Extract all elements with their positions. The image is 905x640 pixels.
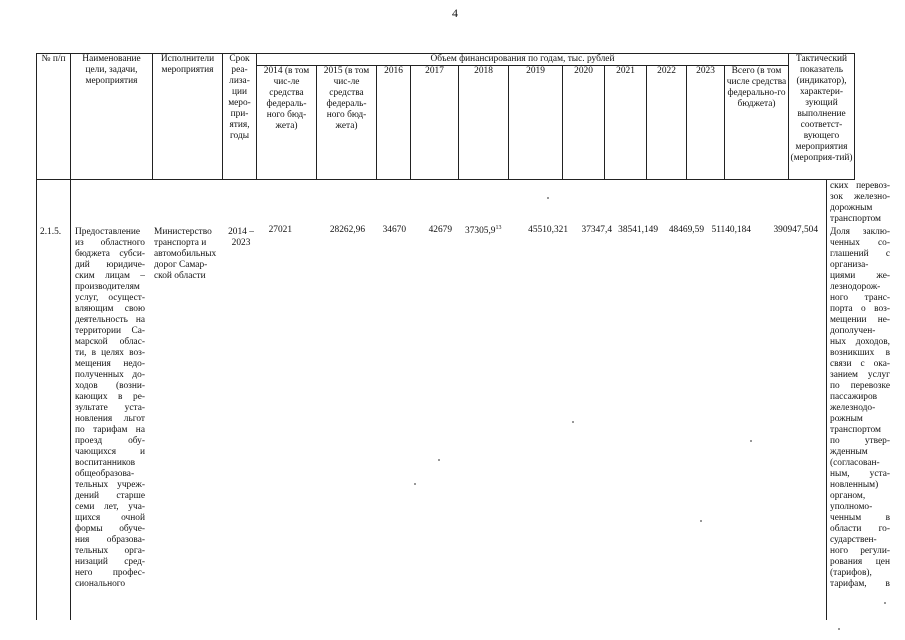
column-line <box>826 180 827 620</box>
text-line: ской области <box>154 271 206 281</box>
text-line: порта о воз- <box>830 304 890 314</box>
text-line: проезд обу- <box>75 436 145 446</box>
text-line: дий юридиче- <box>75 260 145 270</box>
text-line: рожным <box>830 414 863 424</box>
value-2018 <box>465 225 513 236</box>
row-name <box>75 227 145 590</box>
text-line: ным, уста- <box>830 469 890 479</box>
scan-speck <box>884 602 886 604</box>
text-line: органом, <box>830 491 866 501</box>
text-line: зультате уста- <box>75 403 145 413</box>
header-2015: 2015 (в том чис-ле средства федераль-ного бюд-жета) <box>317 66 377 180</box>
value-2016: 34670 <box>382 225 406 235</box>
text-line: пассажиров <box>830 392 878 402</box>
text-line: рования цен <box>830 557 890 567</box>
text-line: ных доходов, <box>830 337 890 347</box>
text-line: семи лет, уча- <box>75 502 145 512</box>
text-line: дений старше <box>75 491 145 501</box>
header-total: Всего (в том числе средства федерально-го бюджета) <box>725 66 789 180</box>
header-term: Срок реа-лиза-ции меро-при-ятия, годы <box>223 54 257 180</box>
text-line: железнодо- <box>830 403 876 413</box>
text-line: транспортом <box>830 214 881 224</box>
text-line: транспортом <box>830 425 881 435</box>
text-line: низаций сред- <box>75 557 145 567</box>
text-line: вляющим свою <box>75 304 145 314</box>
text-line: деятельность на <box>75 315 145 325</box>
text-line: ченным в <box>830 513 890 523</box>
value-2022: 48469,59 <box>668 225 704 235</box>
scan-speck <box>572 421 574 423</box>
text-line: него профес- <box>75 568 145 578</box>
text-line: формы обуче- <box>75 524 145 534</box>
header-2017: 2017 <box>411 66 459 180</box>
text-line: воспитанников <box>75 458 136 468</box>
text-line: организа- <box>830 260 869 270</box>
text-line: тарифам, в <box>830 579 890 589</box>
value-2015: 28262,96 <box>329 225 365 235</box>
text-line: новления льгот <box>75 414 145 424</box>
header-2019: 2019 <box>509 66 563 180</box>
text-line: кающих в ре- <box>75 392 145 402</box>
text-line: дорожным <box>830 203 873 213</box>
header-name: Наименование цели, задачи, мероприятия <box>71 54 153 180</box>
value-2018-footnote: 13 <box>495 225 502 231</box>
text-line: бюджета субси- <box>75 249 145 259</box>
page-number: 4 <box>452 6 458 20</box>
text-line: тельных учреж- <box>75 480 145 490</box>
value-2021: 38541,149 <box>618 225 658 235</box>
text-line: дополучен- <box>830 326 876 336</box>
value-2014: 27021 <box>268 225 292 235</box>
text-line: полученных до- <box>75 370 145 380</box>
text-line: по утвер- <box>830 436 890 446</box>
text-line: зок железно- <box>830 192 890 202</box>
header-2020: 2020 <box>563 66 605 180</box>
indicator-carry-over <box>830 181 890 225</box>
text-line: ния образова- <box>75 535 145 545</box>
value-2020: 37347,4 <box>581 225 612 235</box>
text-line: глашений с <box>830 249 890 259</box>
scan-speck <box>838 628 840 630</box>
text-line: занием услуг <box>830 370 890 380</box>
text-line: связи с ока- <box>830 359 890 369</box>
header-executors: Исполнители мероприятия <box>153 54 223 180</box>
text-line: по тарифам на <box>75 425 145 435</box>
header-table <box>36 53 855 180</box>
text-line: Доля заклю- <box>830 227 890 237</box>
value-2018-number: 37305,9 <box>465 226 496 237</box>
header-2014: 2014 (в том чис-ле средства федераль-ного бюд-жета) <box>257 66 317 180</box>
text-line: жденным <box>830 447 868 457</box>
text-line: Министерство <box>154 227 212 237</box>
text-line: марской облас- <box>75 337 145 347</box>
text-line: ходов (возни- <box>75 381 145 391</box>
scan-speck <box>414 483 416 485</box>
text-line: чающихся и <box>75 447 145 457</box>
text-line: дорог Самар- <box>154 260 208 270</box>
header-2021: 2021 <box>605 66 647 180</box>
text-line: уполномо- <box>830 502 873 512</box>
text-line: ти, в целях воз- <box>75 348 145 358</box>
text-line: новленным) <box>830 480 879 490</box>
text-line: Предоставление <box>75 227 141 237</box>
value-2023: 51140,184 <box>711 225 751 235</box>
scan-speck <box>438 459 440 461</box>
text-line: ного транс- <box>830 293 890 303</box>
text-line: территории Са- <box>75 326 145 336</box>
text-line: транспорта и <box>154 238 207 248</box>
header-2023: 2023 <box>687 66 725 180</box>
text-line: мещении не- <box>830 315 890 325</box>
text-line: (согласован- <box>830 458 880 468</box>
text-line: услуг, осущест- <box>75 293 145 303</box>
text-line: из областного <box>75 238 145 248</box>
text-line: сударствен- <box>830 535 877 545</box>
scan-speck <box>700 520 702 522</box>
scan-speck <box>750 440 752 442</box>
text-line: возникших в <box>830 348 890 358</box>
text-line: сионального <box>75 579 126 589</box>
text-line: мещения недо- <box>75 359 145 369</box>
row-indicator <box>830 227 890 590</box>
text-line: автомобильных <box>154 249 217 259</box>
header-indicator: Тактический показатель (индикатор), характери-зующий выполнение соответст-вующего мероприятия (мероприя-тий) <box>789 54 855 180</box>
header-2022: 2022 <box>647 66 687 180</box>
header-num: № п/п <box>37 54 71 180</box>
text-line: общеобразова- <box>75 469 135 479</box>
text-line: ских перевоз- <box>830 181 890 191</box>
text-line: ским лицам – <box>75 271 145 281</box>
text-line: ного регули- <box>830 546 890 556</box>
value-2019: 45510,321 <box>528 225 568 235</box>
text-line: производителям <box>75 282 140 292</box>
header-2016: 2016 <box>377 66 411 180</box>
text-line: лезнодорож- <box>830 282 881 292</box>
text-line: тельных орга- <box>75 546 145 556</box>
header-volume: Объем финансирования по годам, тыс. рублей <box>257 54 789 66</box>
text-line: щихся очной <box>75 513 145 523</box>
value-2017: 42679 <box>428 225 452 235</box>
text-line: ченных со- <box>830 238 890 248</box>
text-line: циями же- <box>830 271 890 281</box>
text-line: (тарифов), <box>830 568 872 578</box>
column-line <box>36 180 37 620</box>
text-line: 2014 – <box>228 227 254 237</box>
column-line <box>70 180 71 620</box>
scan-speck <box>547 197 549 199</box>
value-total: 390947,504 <box>773 225 818 235</box>
text-line: области го- <box>830 524 890 534</box>
row-number: 2.1.5. <box>40 227 62 237</box>
header-2018: 2018 <box>459 66 509 180</box>
row-executor <box>154 227 224 282</box>
row-term <box>226 227 256 249</box>
text-line: 2023 <box>231 238 251 248</box>
text-line: по перевозке <box>830 381 890 391</box>
